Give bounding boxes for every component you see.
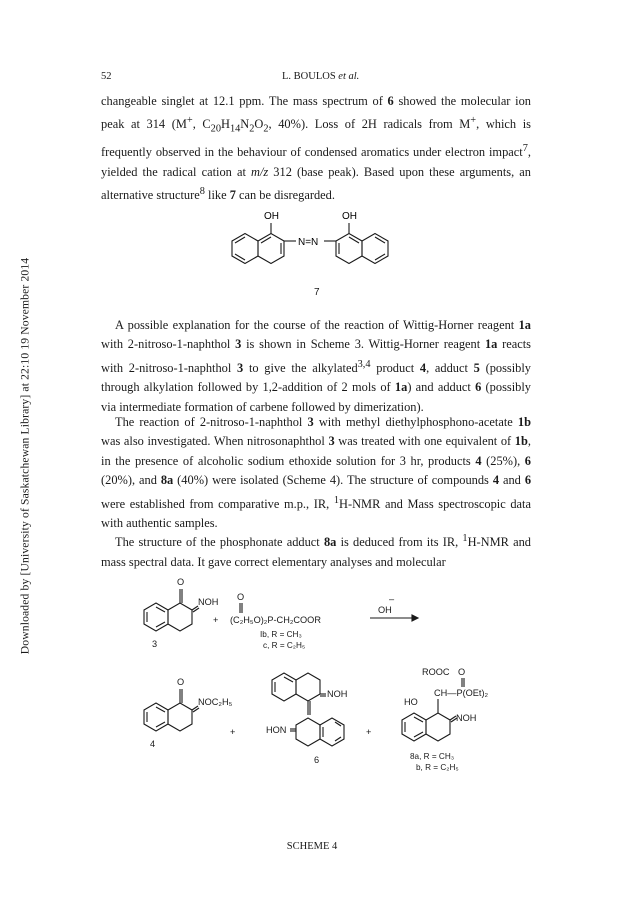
text-run: N [240, 117, 250, 132]
superscript: + [470, 115, 477, 127]
plus-2: + [230, 727, 236, 737]
compound-ref: 3 [307, 415, 314, 429]
compound-ref: 8a [160, 473, 174, 488]
compound-ref: 4 [492, 473, 500, 488]
text-run: A possible explanation for the course of the reaction of Wittig-Horner reagent [115, 318, 519, 332]
paragraph-4 [101, 529, 531, 572]
compound-ref: 3 [235, 337, 242, 352]
reagent-oxo: O [237, 592, 245, 602]
text-run: and [499, 473, 525, 488]
text-run: , adduct [426, 360, 474, 375]
text-run: 312 (base peak). Based upon these arguments, an alternative structure [101, 164, 531, 203]
compound-ref: 6 [387, 94, 394, 108]
azo-group: N=N [298, 237, 319, 248]
c3-label: 3 [152, 639, 158, 649]
compound-ref: 7 [229, 188, 236, 203]
c8-phosphonate: CH—P(OEt)₂ [434, 688, 489, 698]
text-run: ) and adduct [407, 380, 476, 395]
text-run: like [204, 188, 230, 203]
compound-ref: 3 [328, 434, 335, 449]
reference-superscript: 3,4 [357, 358, 371, 370]
text-run: H [221, 117, 230, 132]
text-run: (20%), and [101, 473, 161, 488]
text-run: with 2-nitroso-1-naphthol [101, 337, 236, 352]
compound-ref: 3 [237, 360, 244, 375]
superscript: + [186, 115, 193, 127]
c4-label: 4 [150, 739, 156, 749]
c8b-label: b, R = C₂H₅ [416, 763, 459, 772]
c3-oxo: O [177, 577, 185, 587]
compound-ref: 5 [473, 360, 480, 375]
c8-oxo: O [458, 667, 466, 677]
text-run: , 40%). Loss of 2H radicals from M [268, 117, 471, 132]
text-run: (25%), [481, 453, 525, 468]
c6-oxime-top: NOH [327, 689, 348, 699]
text-run: The structure of the phosphonate adduct [115, 535, 324, 550]
compound-ref: 1b [517, 415, 531, 429]
text-run: , which is frequently observed in the behaviour of condensed aromatics under electron impact [101, 117, 531, 160]
c8-oxime: NOH [456, 713, 477, 723]
text-run: O [254, 117, 264, 132]
reagent-1b: Ib, R = CH₃ [260, 630, 302, 639]
structure-7-label: 7 [314, 287, 320, 298]
paragraph-3 [101, 413, 531, 534]
text-run: reacts with 2-nitroso-1-naphthol [101, 337, 531, 375]
hydroxyl-right: OH [342, 211, 357, 222]
base-hydroxide: OH [378, 605, 392, 615]
subscript: 14 [229, 124, 241, 135]
reference-superscript: 8 [199, 186, 205, 198]
compound-ref: 6 [524, 453, 531, 468]
c8a-label: 8a, R = CH₃ [410, 752, 455, 761]
hydroxyl-left: OH [264, 211, 279, 222]
text-run: was treated with one equivalent of [334, 434, 515, 449]
reagent-formula: (C₂H₅O)₂P-CH₂COOR [230, 615, 321, 625]
compound-ref: 1a [394, 380, 408, 395]
compound-ref: 8a [323, 535, 337, 550]
text-run: (40%) were isolated (Scheme 4). The structure of compounds [173, 473, 493, 488]
compound-ref: 1b [514, 434, 528, 449]
structure-7-diagram [210, 205, 410, 285]
paragraph-2 [101, 316, 531, 417]
text-run: were established from comparative m.p., IR, [101, 496, 334, 511]
subscript: 20 [210, 124, 221, 135]
text-run: is deduced from its IR, [336, 535, 463, 550]
text-run: to give the alkylated [243, 360, 358, 375]
running-head [282, 71, 359, 82]
page-number: 52 [101, 71, 112, 82]
c8-ester: ROOC [422, 667, 450, 677]
c4-group: NOC₂H₅ [198, 697, 233, 707]
text-run: , C [192, 117, 211, 132]
base-charge: – [389, 594, 395, 604]
reference-superscript: 7 [522, 143, 528, 155]
scheme-caption: SCHEME 4 [286, 841, 338, 852]
text-run: showed the molecular ion peak at 314 (M [101, 94, 531, 132]
superscript: 1 [462, 533, 468, 544]
c8-hydroxyl: HO [404, 697, 418, 707]
reagent-1c: c, R = C₂H₅ [263, 641, 306, 650]
compound-ref: 4 [475, 453, 482, 468]
running-head-etal: et al. [338, 71, 360, 82]
paragraph-1 [101, 92, 531, 206]
text-run: with methyl diethylphosphono-acetate [313, 415, 518, 429]
plus-1: + [213, 615, 219, 625]
compound-ref: 6 [524, 473, 532, 488]
c6-label: 6 [314, 755, 320, 765]
subscript: 2 [249, 124, 255, 135]
text-run: was also investigated. When nitrosonaphthol [101, 434, 329, 449]
superscript: 1 [333, 494, 340, 506]
c3-oxime: NOH [198, 597, 219, 607]
subscript: 2 [263, 124, 269, 135]
text-run: changeable singlet at 12.1 ppm. The mass spectrum of [101, 94, 388, 108]
compound-ref: 1a [518, 318, 531, 332]
text-run: , yielded the radical cation at [101, 145, 531, 179]
text-run: (possibly through alkylation followed by 1,2-addition of 2 mols of [101, 360, 532, 395]
text-run: can be disregarded. [235, 188, 335, 203]
text-run: H-NMR and Mass spectroscopic data with authentic samples. [101, 496, 531, 531]
compound-ref: 4 [419, 360, 427, 375]
c4-oxo: O [177, 677, 185, 687]
c6-oxime-bottom: HON [266, 725, 287, 735]
compound-ref: 6 [475, 380, 482, 395]
text-run: , in the presence of alcoholic sodium ethoxide solution for 3 hr, products [101, 434, 531, 468]
text-run: is shown in Scheme 3. Wittig-Horner reagent [241, 337, 485, 352]
scheme-4-diagram [100, 575, 530, 835]
plus-3: + [366, 727, 372, 737]
italic-term: m/z [251, 164, 269, 179]
text-run: product [370, 360, 420, 375]
text-run: H-NMR and mass spectral data. It gave correct elementary analyses and molecular [101, 535, 531, 569]
text-run: (possibly via intermediate formation of carbene followed by dimerization). [101, 380, 531, 414]
running-head-authors: L. BOULOS [282, 71, 336, 82]
download-watermark: Downloaded by [University of Saskatchewan Library] at 22:10 19 November 2014 [18, 257, 32, 655]
compound-ref: 1a [484, 337, 498, 352]
text-run: The reaction of 2-nitroso-1-naphthol [115, 415, 308, 429]
